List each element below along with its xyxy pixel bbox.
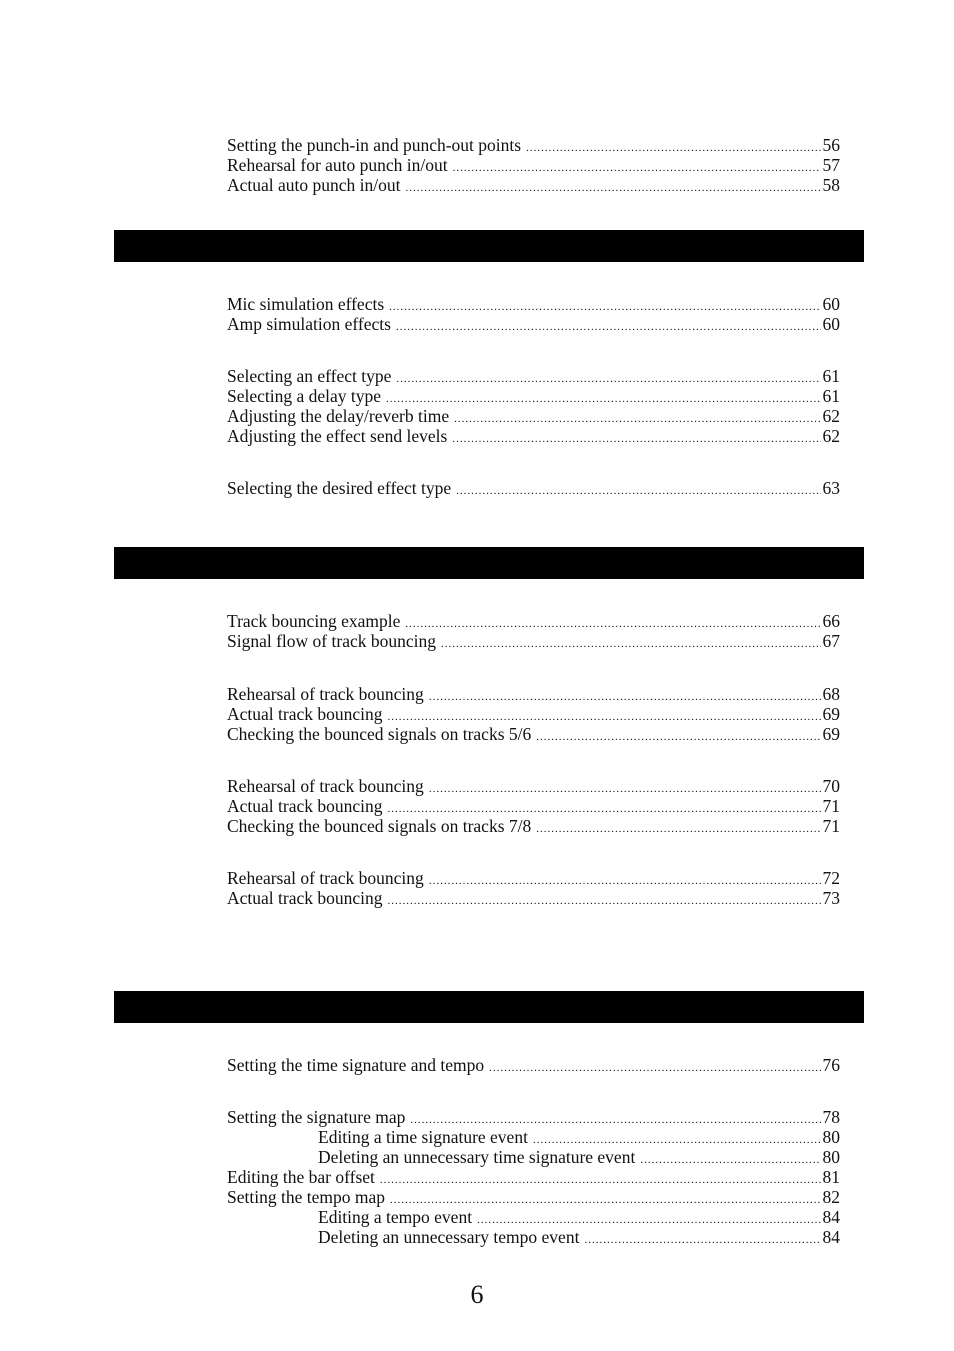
toc-entry[interactable] — [227, 1147, 840, 1167]
toc-entry-page: 62 — [822, 406, 840, 426]
toc-entry-title: Signal flow of track bouncing — [227, 631, 436, 651]
toc-entry-page: 78 — [822, 1107, 840, 1127]
toc-entry-title: Rehearsal of track bouncing — [227, 868, 424, 888]
toc-entry-title: Rehearsal of track bouncing — [227, 776, 424, 796]
dot-leader — [396, 369, 820, 389]
chapter-heading-bar — [114, 991, 864, 1023]
toc-entry[interactable] — [227, 704, 840, 724]
toc-entry[interactable] — [227, 1207, 840, 1227]
toc-group — [227, 294, 840, 334]
toc-group — [227, 868, 840, 908]
toc-entry-title: Setting the tempo map — [227, 1187, 385, 1207]
toc-entry-title: Setting the time signature and tempo — [227, 1055, 485, 1075]
dot-leader — [456, 481, 820, 501]
toc-entry-title: Editing a time signature event — [318, 1127, 528, 1147]
toc-entry-page: 69 — [822, 724, 840, 744]
toc-entry-page: 62 — [822, 426, 840, 446]
dot-leader — [405, 614, 820, 634]
toc-entry-title: Actual auto punch in/out — [227, 175, 401, 195]
toc-entry[interactable] — [227, 1107, 840, 1127]
toc-entry-title: Selecting an effect type — [227, 366, 392, 386]
toc-entry[interactable] — [227, 631, 840, 651]
toc-entry-page: 60 — [822, 314, 840, 334]
dot-leader — [536, 819, 820, 839]
dot-leader — [406, 178, 821, 198]
toc-entry[interactable] — [227, 888, 840, 908]
dot-leader — [452, 429, 820, 449]
toc-entry-page: 60 — [822, 294, 840, 314]
toc-group — [227, 611, 840, 651]
dot-leader — [453, 158, 821, 178]
toc-entry-page: 82 — [822, 1187, 840, 1207]
page-number: 6 — [470, 1280, 484, 1309]
toc-entry-page: 63 — [822, 478, 840, 498]
toc-entry[interactable] — [227, 478, 840, 498]
toc-entry-page: 69 — [822, 704, 840, 724]
toc-group — [227, 366, 840, 446]
toc-entry[interactable] — [227, 1167, 840, 1187]
toc-entry-title: Editing the bar offset — [227, 1167, 375, 1187]
toc-entry-page: 71 — [822, 796, 840, 816]
toc-entry-title: Deleting an unnecessary tempo event — [318, 1227, 580, 1247]
toc-entry-page: 71 — [822, 816, 840, 836]
toc-group — [227, 776, 840, 836]
toc-entry-page: 67 — [822, 631, 840, 651]
toc-entry-title: Checking the bounced signals on tracks 5/6 — [227, 724, 532, 744]
toc-group — [227, 684, 840, 744]
toc-entry[interactable] — [227, 868, 840, 888]
toc-entry-page: 84 — [822, 1227, 840, 1247]
toc-entry-title: Selecting a delay type — [227, 386, 382, 406]
dot-leader — [380, 1170, 821, 1190]
toc-entry-title: Selecting the desired effect type — [227, 478, 452, 498]
toc-entry-title: Setting the signature map — [227, 1107, 406, 1127]
dot-leader — [429, 871, 821, 891]
toc-entry[interactable] — [227, 1187, 840, 1207]
toc-entry-page: 84 — [822, 1207, 840, 1227]
dot-leader — [441, 634, 821, 654]
toc-entry[interactable] — [227, 796, 840, 816]
toc-entry-page: 73 — [822, 888, 840, 908]
toc-entry[interactable] — [227, 155, 840, 175]
dot-leader — [386, 389, 820, 409]
chapter-heading-bar — [114, 230, 864, 262]
toc-entry-page: 57 — [822, 155, 840, 175]
toc-entry-title: Amp simulation effects — [227, 314, 391, 334]
toc-entry[interactable] — [227, 294, 840, 314]
toc-group — [227, 1107, 840, 1247]
toc-entry[interactable] — [227, 1127, 840, 1147]
toc-entry[interactable] — [227, 426, 840, 446]
toc-entry-title: Adjusting the effect send levels — [227, 426, 448, 446]
toc-entry[interactable] — [227, 366, 840, 386]
dot-leader — [489, 1058, 820, 1078]
toc-group — [227, 135, 840, 195]
toc-entry-page: 70 — [822, 776, 840, 796]
toc-entry-page: 58 — [822, 175, 840, 195]
dot-leader — [388, 891, 821, 911]
toc-entry-title: Mic simulation effects — [227, 294, 385, 314]
toc-entry-title: Track bouncing example — [227, 611, 401, 631]
toc-entry[interactable] — [227, 386, 840, 406]
toc-entry-page: 81 — [822, 1167, 840, 1187]
dot-leader — [584, 1230, 820, 1250]
toc-entry-title: Checking the bounced signals on tracks 7/8 — [227, 816, 532, 836]
dot-leader — [429, 687, 821, 707]
dot-leader — [429, 779, 821, 799]
chapter-heading-bar — [114, 547, 864, 579]
toc-entry-title: Actual track bouncing — [227, 704, 383, 724]
toc-entry[interactable] — [227, 314, 840, 334]
toc-entry-page: 80 — [822, 1127, 840, 1147]
toc-entry-page: 56 — [822, 135, 840, 155]
toc-entry[interactable] — [227, 175, 840, 195]
toc-entry-title: Actual track bouncing — [227, 796, 383, 816]
toc-entry[interactable] — [227, 1227, 840, 1247]
toc-entry[interactable] — [227, 816, 840, 836]
toc-entry-page: 66 — [822, 611, 840, 631]
dot-leader — [536, 727, 820, 747]
toc-entry-title: Adjusting the delay/reverb time — [227, 406, 450, 426]
toc-entry-page: 72 — [822, 868, 840, 888]
toc-entry-title: Editing a tempo event — [318, 1207, 473, 1227]
dot-leader — [526, 138, 820, 158]
toc-entry[interactable] — [227, 406, 840, 426]
toc-entry-title: Rehearsal for auto punch in/out — [227, 155, 448, 175]
dot-leader — [640, 1150, 820, 1170]
toc-entry-page: 61 — [822, 386, 840, 406]
toc-entry[interactable] — [227, 776, 840, 796]
toc-entry-page: 61 — [822, 366, 840, 386]
toc-entry-title: Actual track bouncing — [227, 888, 383, 908]
toc-entry-page: 80 — [822, 1147, 840, 1167]
toc-entry[interactable] — [227, 135, 840, 155]
toc-entry-title: Rehearsal of track bouncing — [227, 684, 424, 704]
toc-entry-page: 76 — [822, 1055, 840, 1075]
toc-entry[interactable] — [227, 724, 840, 744]
toc-entry-title: Deleting an unnecessary time signature event — [318, 1147, 636, 1167]
toc-entry-page: 68 — [822, 684, 840, 704]
toc-group — [227, 1055, 840, 1075]
dot-leader — [389, 297, 820, 317]
toc-group — [227, 478, 840, 498]
dot-leader — [454, 409, 820, 429]
toc-entry[interactable] — [227, 611, 840, 631]
dot-leader — [396, 317, 821, 337]
toc-entry[interactable] — [227, 684, 840, 704]
toc-entry-title: Setting the punch-in and punch-out points — [227, 135, 522, 155]
toc-entry[interactable] — [227, 1055, 840, 1075]
